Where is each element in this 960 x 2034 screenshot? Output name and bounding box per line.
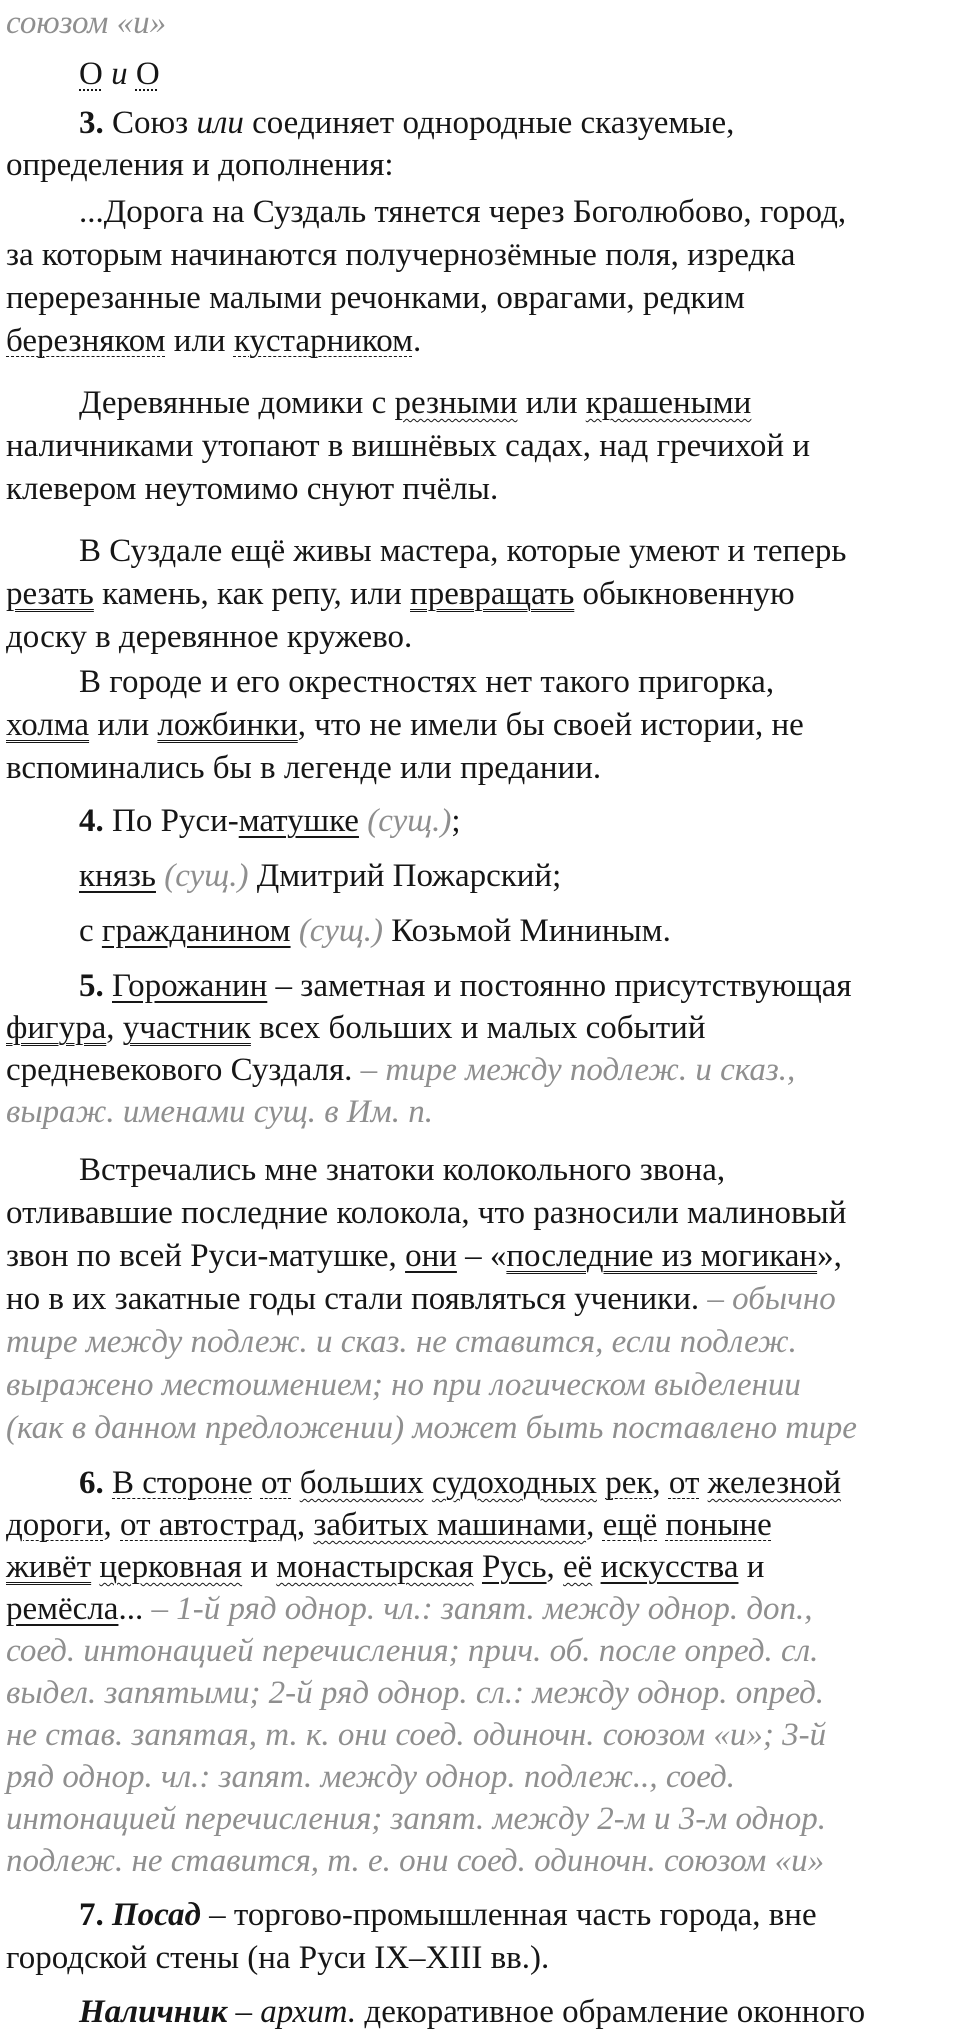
annotation: – обычно xyxy=(699,1281,836,1317)
text-line: 7. Посад – торгово-промышленная часть города, вне xyxy=(79,1897,817,1933)
parsed-word: холма xyxy=(6,707,90,743)
text-line: наличниками утопают в вишнёвых садах, над гречихой и xyxy=(6,428,811,464)
item-number: 6. xyxy=(79,1465,104,1501)
parsed-word: ещё xyxy=(602,1507,658,1543)
parsed-word: березняком xyxy=(6,323,166,359)
annotation-line: выражено местоимением; но при логическом выделении xyxy=(6,1367,801,1403)
text-line: князь (сущ.) Дмитрий Пожарский; xyxy=(79,858,562,894)
text-line: 6. В стороне от больших судоходных рек, от железной xyxy=(79,1465,842,1501)
parsed-word: кустарником xyxy=(233,323,413,359)
text-line: определения и дополнения: xyxy=(6,147,394,183)
text-line: холма или ложбинки, что не имели бы своей истории, не xyxy=(6,707,804,743)
text-line: за которым начинаются получернозёмные поля, изредка xyxy=(6,237,796,273)
parsed-word: церковная xyxy=(99,1549,243,1585)
text-line: 5. Горожанин – заметная и постоянно присутствующая xyxy=(79,968,852,1004)
annotation-line: не став. запятая, т. к. они соед. одиночн. союзом «и»; 3-й xyxy=(6,1717,827,1753)
text-line: резать камень, как репу, или превращать обыкновенную xyxy=(6,576,795,612)
scheme-member: О xyxy=(135,56,160,92)
scheme-conj: и xyxy=(111,56,128,92)
text-line: доску в деревянное кружево. xyxy=(6,619,413,655)
text-line: отливавшие последние колокола, что разносили малиновый xyxy=(6,1195,847,1231)
annotation: – 1-й ряд однор. чл.: запят. между однор. доп., xyxy=(143,1591,813,1627)
parsed-word: рек xyxy=(605,1465,653,1501)
annotation-line: выраж. именами сущ. в Им. п. xyxy=(6,1094,433,1130)
item-number: 5. xyxy=(79,968,104,1004)
parsed-word: от xyxy=(260,1465,292,1501)
annotation: (сущ.) xyxy=(290,913,384,949)
parsed-word: они xyxy=(405,1238,457,1274)
parsed-word: князь xyxy=(79,858,156,894)
text-line: Наличник – архит. декоративное обрамление оконного xyxy=(79,1994,866,2030)
text-line: 4. По Руси-матушке (сущ.); xyxy=(79,803,461,839)
annotation-line: (как в данном предложении) может быть поставлено тире xyxy=(6,1410,857,1446)
text-line: фигура, участник всех больших и малых событий xyxy=(6,1010,706,1046)
parsed-word: искусства xyxy=(600,1549,739,1585)
parsed-word: Горожанин xyxy=(112,968,268,1004)
parsed-word: живёт xyxy=(6,1549,92,1585)
parsed-word: последние из могикан xyxy=(506,1238,818,1274)
parsed-word: фигура xyxy=(6,1010,107,1046)
text-line: вспоминались бы в легенде или предании. xyxy=(6,750,602,786)
item-number: 4. xyxy=(79,803,104,839)
text-line: В городе и его окрестностях нет такого пригорка, xyxy=(79,664,775,700)
text-line: 3. Союз или соединяет однородные сказуемые, xyxy=(79,105,735,141)
text-line: дороги, от автострад, забитых машинами, ещё поныне xyxy=(6,1507,772,1543)
term: Посад xyxy=(112,1897,201,1933)
parsed-word: матушке xyxy=(238,803,359,839)
text-line: городской стены (на Руси IX–XIII вв.). xyxy=(6,1940,550,1976)
text-line: березняком или кустарником. xyxy=(6,323,422,359)
text-line: ...Дорога на Суздаль тянется через Боголюбово, город, xyxy=(79,194,847,230)
parsed-word: резными xyxy=(394,385,518,421)
parsed-word: забитых машинами xyxy=(313,1507,587,1543)
parsed-word: монастырская xyxy=(276,1549,474,1585)
annotation-line: выдел. запятыми; 2-й ряд однор. сл.: между однор. опред. xyxy=(6,1675,825,1711)
annotation-line: соед. интонацией перечисления; прич. об. после опред. сл. xyxy=(6,1633,819,1669)
parsed-word: участник xyxy=(122,1010,251,1046)
item-number: 7. xyxy=(79,1897,104,1933)
parsed-word: резать xyxy=(6,576,94,612)
annotation: (сущ.) xyxy=(358,803,452,839)
parsed-word: гражданином xyxy=(101,913,291,949)
annotation: – тире между подлеж. и сказ., xyxy=(352,1052,796,1088)
text-line: Деревянные домики с резными или крашеными xyxy=(79,385,752,421)
parsed-word: В стороне xyxy=(112,1465,253,1501)
text-line: с гражданином (сущ.) Козьмой Мининым. xyxy=(79,913,671,949)
parsed-word: больших xyxy=(299,1465,424,1501)
annotation: (сущ.) xyxy=(155,858,249,894)
scheme-line xyxy=(79,54,160,94)
parsed-word: превращать xyxy=(410,576,575,612)
parsed-word: дороги xyxy=(6,1507,104,1543)
text-line: клевером неутомимо снуют пчёлы. xyxy=(6,471,499,507)
scheme-member: О xyxy=(79,56,103,92)
annotation-line: ряд однор. чл.: запят. между однор. подлеж.., соед. xyxy=(6,1759,735,1795)
term: Наличник xyxy=(79,1994,228,2030)
text-line: ремёсла... – 1-й ряд однор. чл.: запят. между однор. доп., xyxy=(6,1591,813,1627)
annotation-line: тире между подлеж. и сказ. не ставится, если подлеж. xyxy=(6,1324,797,1360)
text-line: союзом «и» xyxy=(6,5,167,41)
parsed-word: её xyxy=(563,1549,593,1585)
parsed-word: крашеными xyxy=(585,385,752,421)
parsed-word: ремёсла xyxy=(6,1591,119,1627)
annotation-line: интонацией перечисления; запят. между 2-м и 3-м однор. xyxy=(6,1801,826,1837)
parsed-word: от xyxy=(668,1465,700,1501)
text-line: В Суздале ещё живы мастера, которые умеют и теперь xyxy=(79,533,847,569)
parsed-word: судоходных xyxy=(431,1465,597,1501)
parsed-word: Русь xyxy=(481,1549,547,1585)
parsed-word: ложбинки xyxy=(157,707,298,743)
text-line: перерезанные малыми речонками, оврагами, редким xyxy=(6,280,745,316)
item-number: 3. xyxy=(79,105,104,141)
parsed-word: железной xyxy=(707,1465,842,1501)
text-line: Встречались мне знатоки колокольного звона, xyxy=(79,1152,726,1188)
text-line: звон по всей Руси-матушке, они – «последние из могикан», xyxy=(6,1238,842,1274)
annotation-line: подлеж. не ставится, т. е. они соед. одиночн. союзом «и» xyxy=(6,1843,825,1879)
parsed-word: от автострад xyxy=(120,1507,297,1543)
parsed-word: поныне xyxy=(665,1507,772,1543)
text-line: но в их закатные годы стали появляться ученики. – обычно xyxy=(6,1281,836,1317)
text-line: живёт церковная и монастырская Русь, её искусства и xyxy=(6,1549,765,1585)
text-line: средневекового Суздаля. – тире между подлеж. и сказ., xyxy=(6,1052,796,1088)
